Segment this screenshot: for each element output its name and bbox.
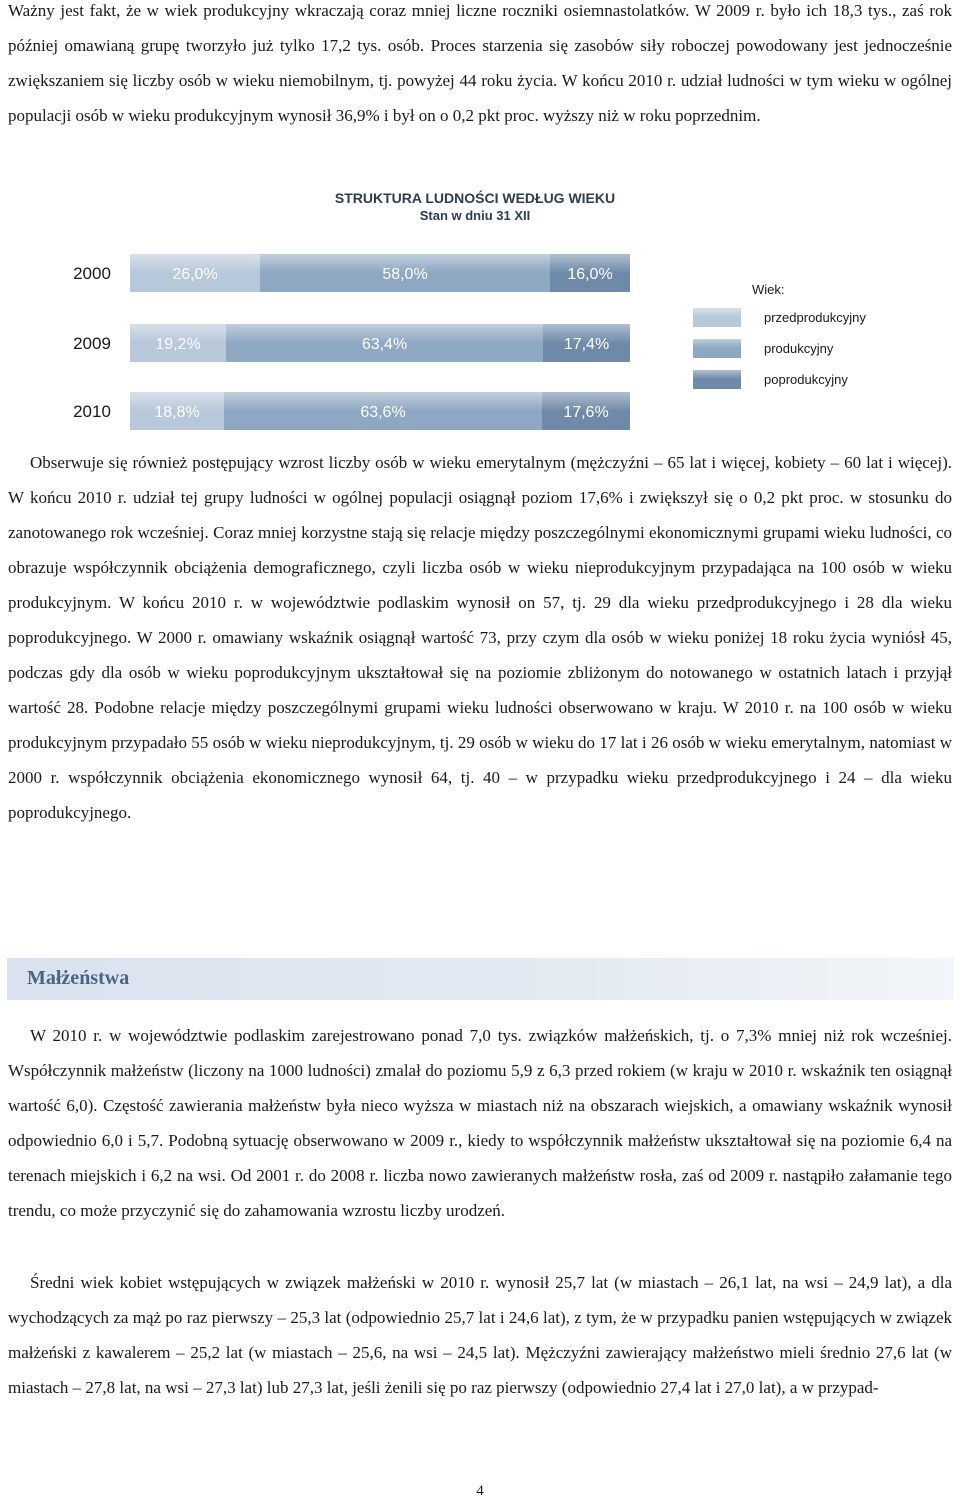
- data-label: 63,6%: [360, 404, 406, 421]
- data-label: 63,4%: [361, 336, 408, 353]
- data-label: 58,0%: [382, 266, 428, 283]
- year-label: 2000: [73, 264, 111, 283]
- data-label: 16,0%: [567, 266, 613, 283]
- paragraph-marriages: W 2010 r. w województwie podlaskim zarejestrowano ponad 7,0 tys. związków małżeńskich, tj. o 7,3% mniej niż rok wcześniej. Współczynnik małżeństw (liczony na 1000 ludności) zmalał do poziomu 5,9 z 6,3 przed rokiem (w kraju w 2010 r. wskaźnik ten osiągnął wartość 6,0). Częstość zawierania małżeństw była nieco wyższa w miastach niż na obszarach wiejskich, a omawiany wskaźnik wynosił odpowiednio 6,0 i 5,7. Podobną sytuację obserwowano w 2009 r., kiedy to współczynnik małżeństw ukształtował się na poziomie 6,4 na terenach miejskich i 6,2 na wsi. Od 2001 r. do 2008 r. liczba nowo zawieranych małżeństw rosła, zaś od 2009 r. nastąpiło załamanie tego trendu, co może przyczynić się do zahamowania wzrostu liczby urodzeń.: [8, 1026, 952, 1220]
- paragraph-retirement: Obserwuje się również postępujący wzrost liczby osób w wieku emerytalnym (mężczyźni – 65 lat i więcej, kobiety – 60 lat i więcej). W końcu 2010 r. udział tej grupy ludności w ogólnej populacji osiągnął poziom 17,6% i zwiększył się o 0,2 pkt proc. w stosunku do zanotowanego rok wcześniej. Coraz mniej korzystne stają się relacje między poszczególnymi ekonomicznymi grupami wieku ludności, co obrazuje współczynnik obciążenia demograficznego, czyli liczba osób w wieku nieprodukcyjnym przypadająca na 100 osób w wieku produkcyjnym. W końcu 2010 r. w województwie podlaskim wynosił on 57, tj. 29 dla wieku przedprodukcyjnego i 28 dla wieku poprodukcyjnego. W 2000 r. omawiany wskaźnik osiągnął wartość 73, przy czym dla osób w wieku poniżej 18 roku życia wyniósł 45, podczas gdy dla osób w wieku poprodukcyjnym ukształtował się na poziomie zbliżonym do notowanego w ostatnich latach i przyjął wartość 28. Podobne relacje między poszczególnymi grupami wieku ludności obserwowano w kraju. W 2010 r. na 100 osób w wieku produkcyjnym przypadało 55 osób w wieku nieprodukcyjnym, tj. 29 osób w wieku do 17 lat i 26 osób w wieku emerytalnym, natomiast w 2000 r. współczynnik obciążenia ekonomicznego wynosił 64, tj. 40 – w przypadku wieku przedprodukcyjnego i 24 – dla wieku poprodukcyjnego.: [8, 453, 952, 822]
- legend-title: Wiek:: [752, 282, 785, 297]
- legend-swatch-shine: [693, 308, 741, 317]
- age-structure-chart: [0, 182, 960, 442]
- data-label: 19,2%: [155, 336, 201, 353]
- data-label: 26,0%: [172, 266, 218, 283]
- section-header-bar: [7, 958, 954, 1000]
- page-number: 4: [476, 1483, 484, 1499]
- legend-swatch-shine: [693, 370, 741, 379]
- data-label: 17,4%: [563, 336, 610, 353]
- chart-subtitle: Stan w dniu 31 XII: [419, 208, 531, 223]
- legend-label-przedprodukcyjny: przedprodukcyjny: [764, 310, 866, 325]
- year-label: 2010: [73, 402, 111, 421]
- chart-canvas: [0, 182, 960, 442]
- year-label: 2009: [73, 334, 111, 353]
- legend-swatch-shine: [693, 339, 741, 348]
- paragraph-average-age: Średni wiek kobiet wstępujących w związek małżeński w 2010 r. wynosił 25,7 lat (w miastach – 26,1 lat, na wsi – 24,9 lat), a dla wychodzących za mąż po raz pierwszy – 25,3 lat (odpowiednio 25,7 lat i 24,6 lat), z tym, że w przypadku panien wstępujących w związek małżeński z kawalerem – 25,2 lat (w miastach – 25,6, na wsi – 24,5 lat). Mężczyźni zawierający małżeństwo mieli średnio 27,6 lat (w miastach – 27,8 lat, na wsi – 27,3 lat) lub 27,3 lat, jeśli żenili się po raz pierwszy (odpowiednio 27,4 lat i 27,0 lat), a w przypad-: [8, 1273, 952, 1397]
- paragraph-intro: Ważny jest fakt, że w wiek produkcyjny wkraczają coraz mniej liczne roczniki osiemnastolatków. W 2009 r. było ich 18,3 tys., zaś rok później omawianą grupę tworzyło już tylko 17,2 tys. osób. Proces starzenia się zasobów siły roboczej powodowany jest jednocześnie zwiększaniem się liczby osób w wieku niemobilnym, tj. powyżej 44 roku życia. W końcu 2010 r. udział ludności w tym wieku w ogólnej populacji osób w wieku produkcyjnym wynosił 36,9% i był on o 0,2 pkt proc. wyższy niż w roku poprzednim.: [8, 1, 952, 125]
- data-label: 18,8%: [154, 404, 200, 421]
- chart-title: STRUKTURA LUDNOŚCI WEDŁUG WIEKU: [334, 190, 616, 206]
- legend-label-poprodukcyjny: poprodukcyjny: [764, 372, 848, 387]
- data-label: 17,6%: [563, 404, 609, 421]
- legend-label-produkcyjny: produkcyjny: [764, 341, 834, 356]
- section-heading-marriages: Małżeństwa: [27, 967, 130, 989]
